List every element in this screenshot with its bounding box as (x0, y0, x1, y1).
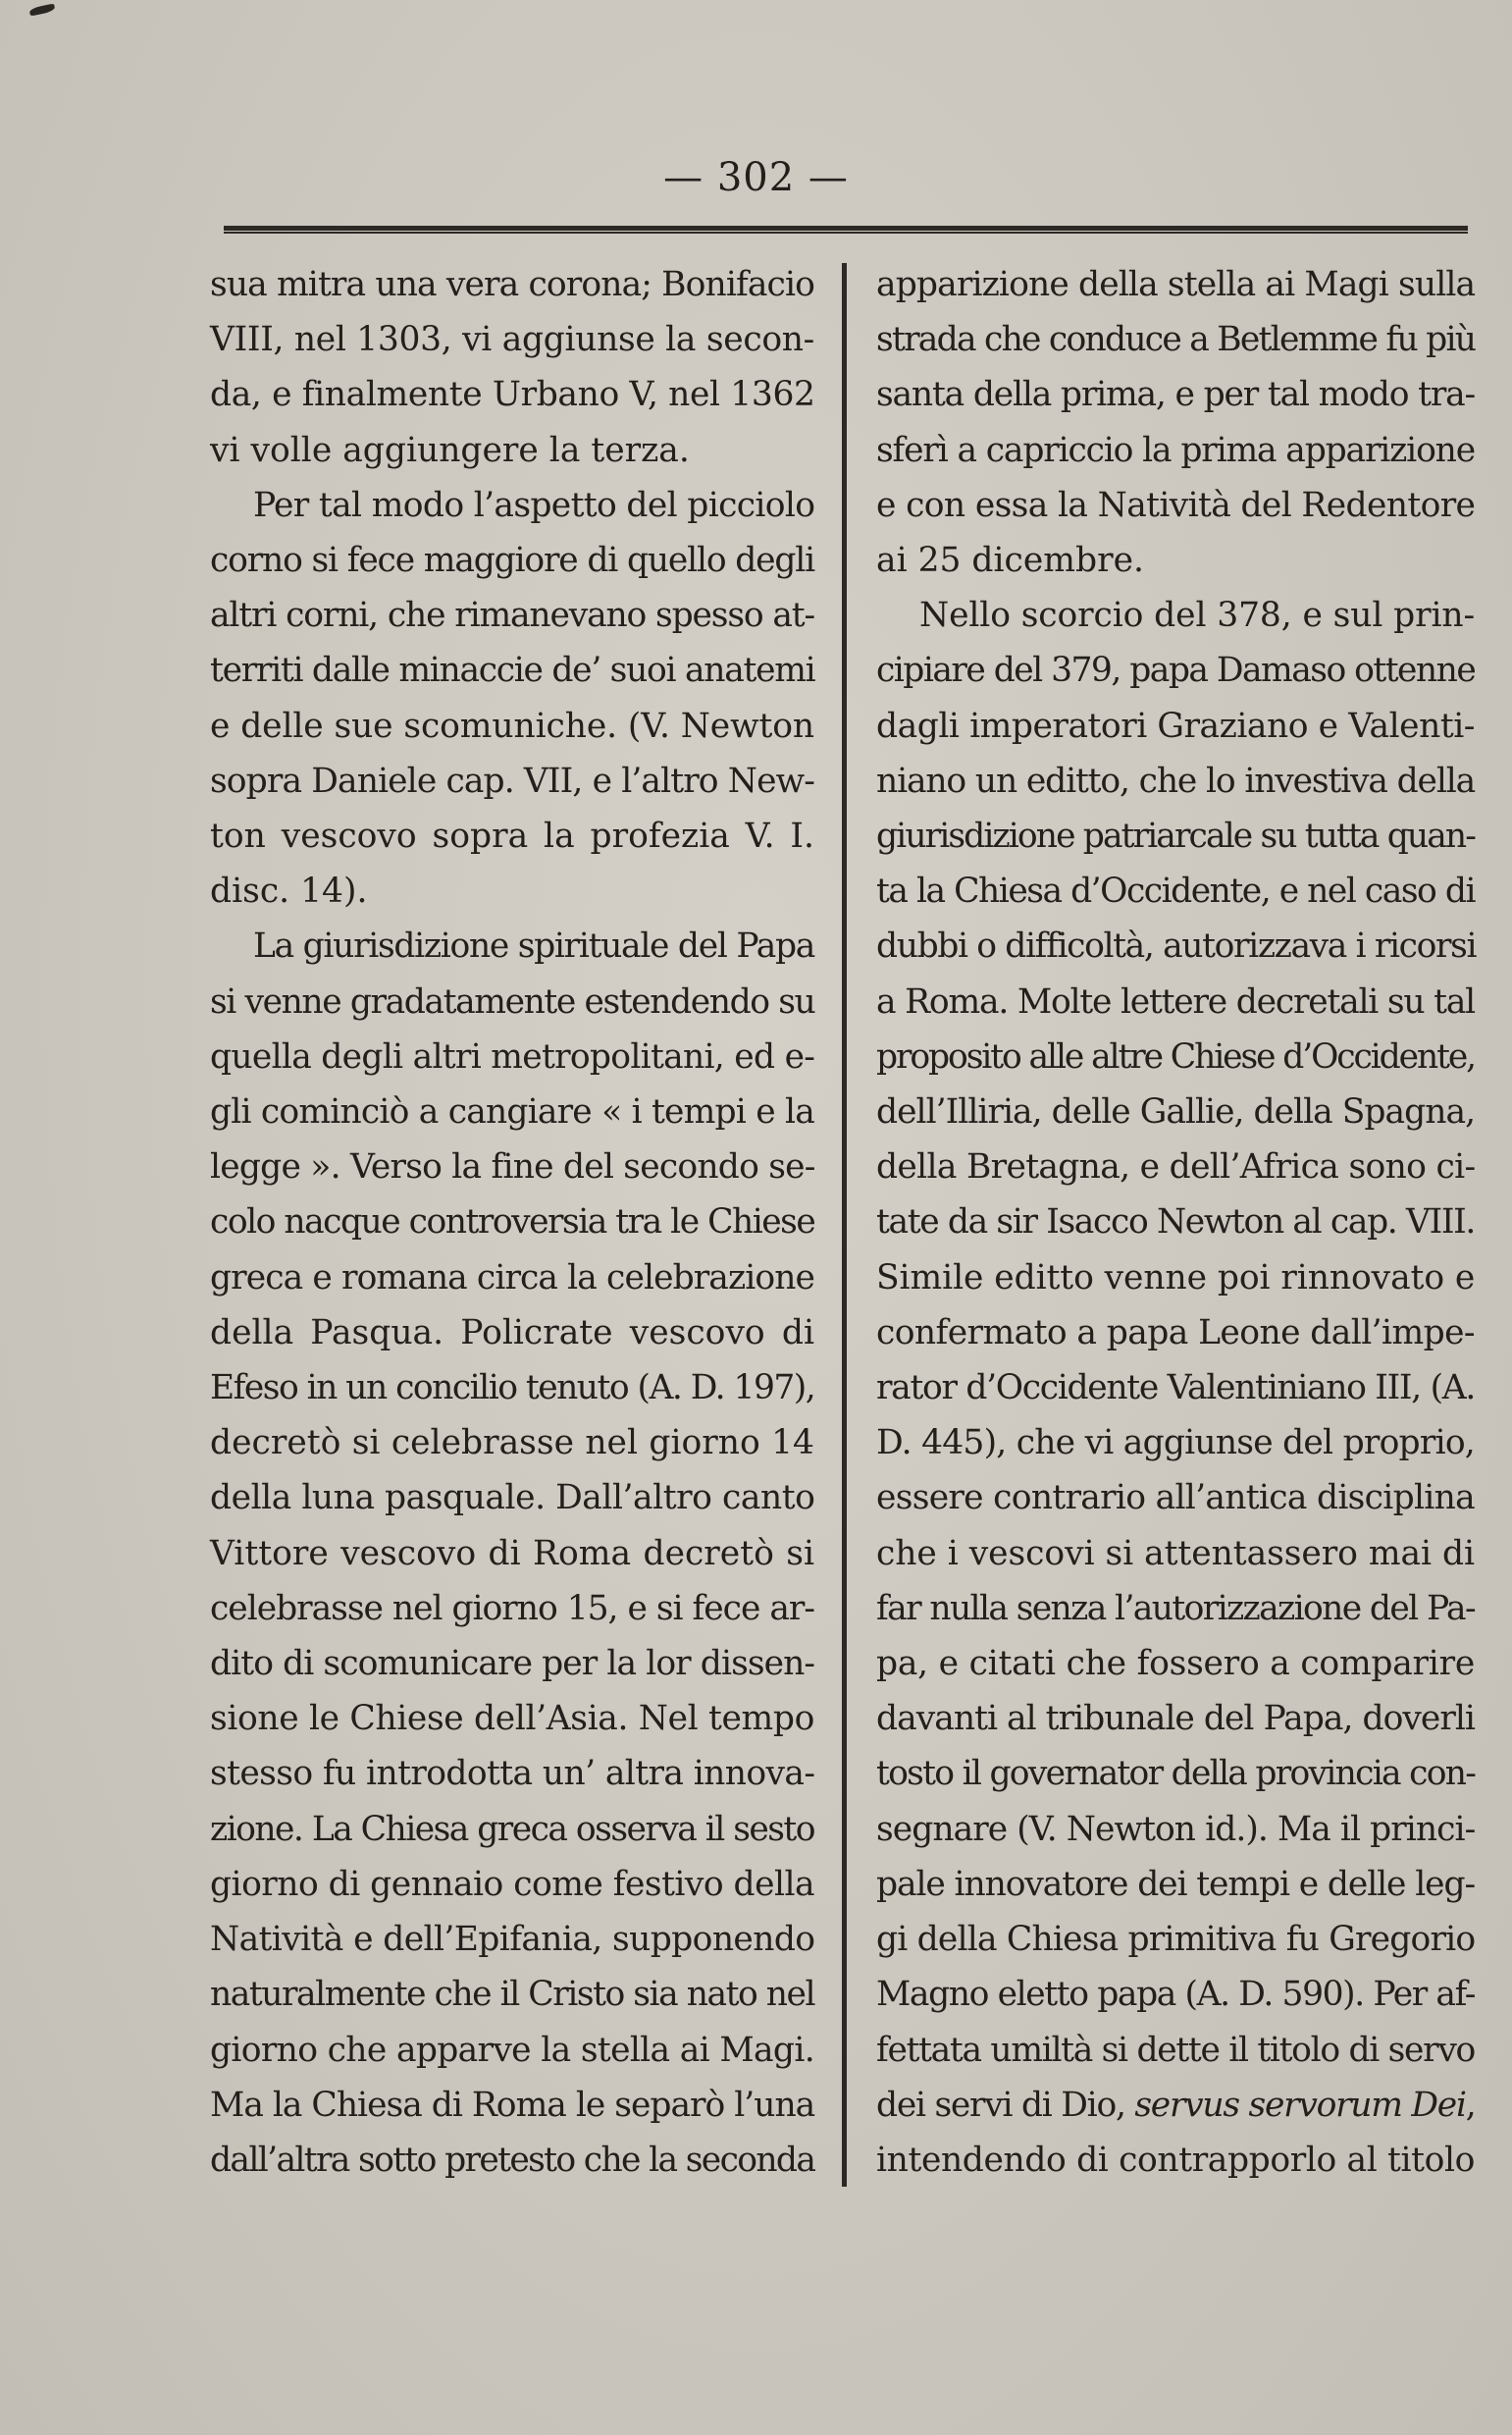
text-line: stesso fu introdotta un’ altra innova- (210, 1754, 815, 1794)
text-line: proposito alle altre Chiese d’Occidente, (876, 1036, 1476, 1077)
text-line: della luna pasquale. Dall’altro canto (210, 1478, 815, 1518)
text-line: a Roma. Molte lettere decretali su tal (876, 981, 1475, 1022)
text-line: Nello scorcio del 378, e sul prin- (919, 596, 1475, 636)
text-line: strada che conduce a Betlemme fu più (876, 320, 1476, 360)
text-line: La giurisdizione spirituale del Papa (253, 926, 814, 967)
text-line: territi dalle minaccie de’ suoi anatemi (210, 651, 815, 691)
latin-phrase: servus servorum Dei (1134, 2085, 1466, 2125)
text-line: essere contrario all’antica disciplina (876, 1478, 1475, 1518)
page-number: — 302 — (663, 155, 849, 200)
text-line: della Pasqua. Policrate vescovo di (210, 1312, 814, 1352)
right-column (876, 257, 1475, 2188)
text-line: che i vescovi si attentassero mai di (876, 1533, 1475, 1573)
text-line: niano un editto, che lo investiva della (876, 761, 1475, 801)
text-line: celebrasse nel giorno 15, e si fece ar- (210, 1588, 814, 1628)
text-line: dubbi o difficoltà, autorizzava i ricorsi (876, 926, 1477, 967)
text-line: D. 445), che vi aggiunse del proprio, (876, 1423, 1475, 1463)
column-divider (842, 263, 847, 2187)
text-line: greca e romana circa la celebrazione (210, 1257, 814, 1297)
text-line: decretò si celebrasse nel giorno 14 (210, 1423, 814, 1463)
text-line: colo nacque controversia tra le Chiese (210, 1202, 815, 1243)
text-line: fettata umiltà si dette il titolo di servo (876, 2030, 1475, 2070)
text-line: disc. 14). (210, 872, 368, 912)
text-line: Natività e dell’Epifania, supponendo (210, 1920, 815, 1960)
text-line: dell’Illiria, delle Gallie, della Spagna, (876, 1092, 1476, 1133)
text-line: Efeso in un concilio tenuto (A. D. 197), (210, 1368, 815, 1408)
text-line: confermato a papa Leone dall’impe- (876, 1312, 1475, 1352)
text-line: naturalmente che il Cristo sia nato nel (210, 1975, 815, 2015)
text-line: dagli imperatori Graziano e Valenti- (876, 706, 1475, 746)
text-line: cipiare del 379, papa Damaso ottenne (876, 651, 1476, 691)
text-line: tate da sir Isacco Newton al cap. VIII. (876, 1202, 1475, 1243)
text-line: quella degli altri metropolitani, ed e- (210, 1036, 815, 1077)
text-line: vi volle aggiungere la terza. (210, 430, 690, 470)
text-line: giurisdizione patriarcale su tutta quan- (876, 817, 1475, 857)
text-line: sua mitra una vera corona; Bonifacio (210, 265, 814, 304)
text-line: far nulla senza l’autorizzazione del Pa- (876, 1588, 1475, 1628)
text-line: corno si fece maggiore di quello degli (210, 541, 814, 581)
ink-blot (28, 3, 55, 16)
text-line: Vittore vescovo di Roma decretò si (210, 1533, 814, 1573)
text-line: sione le Chiese dell’Asia. Nel tempo (210, 1699, 814, 1739)
text-line: e con essa la Natività del Redentore (876, 485, 1476, 525)
text-line: pa, e citati che fossero a comparire (876, 1644, 1475, 1684)
text-line: si venne gradatamente estendendo su (210, 981, 815, 1022)
text-line: dito di scomunicare per la lor dissen- (210, 1644, 815, 1684)
text-line: legge ». Verso la fine del secondo se- (210, 1147, 815, 1188)
text-fragment: , (1465, 2085, 1476, 2125)
text-line: dall’altra sotto pretesto che la seconda (210, 2140, 815, 2180)
text-line: Per tal modo l’aspetto del picciolo (253, 485, 815, 525)
text-line: zione. La Chiesa greca osserva il sesto (210, 1809, 814, 1849)
text-line: VIII, nel 1303, vi aggiunse la secon- (210, 320, 814, 360)
text-line: gi della Chiesa primitiva fu Gregorio (876, 1920, 1476, 1960)
text-line: giorno di gennaio come festivo della (210, 1864, 815, 1904)
text-line: santa della prima, e per tal modo tra- (876, 375, 1475, 415)
text-line: sferì a capriccio la prima apparizione (876, 430, 1475, 470)
text-line: intendendo di contrapporlo al titolo (876, 2140, 1475, 2180)
left-column (210, 257, 814, 2188)
text-line: ai 25 dicembre. (876, 541, 1144, 581)
text-line: Ma la Chiesa di Roma le separò l’una (210, 2085, 815, 2125)
text-line (876, 2078, 1475, 2133)
text-line: della Bretagna, e dell’Africa sono ci- (876, 1147, 1476, 1188)
text-line: segnare (V. Newton id.). Ma il princi- (876, 1809, 1476, 1849)
text-line: pale innovatore dei tempi e delle leg- (876, 1864, 1475, 1904)
text-line: e delle sue scomuniche. (V. Newton (210, 706, 814, 746)
text-line: apparizione della stella ai Magi sulla (876, 265, 1476, 304)
text-line: gli cominciò a cangiare « i tempi e la (210, 1092, 814, 1133)
text-line: Magno eletto papa (A. D. 590). Per af- (876, 1975, 1475, 2015)
text-line: ta la Chiesa d’Occidente, e nel caso di (876, 872, 1475, 912)
text-line: giorno che apparve la stella ai Magi. (210, 2030, 814, 2070)
text-fragment: dei servi di Dio, (876, 2085, 1135, 2125)
text-line: sopra Daniele cap. VII, e l’altro New- (210, 761, 814, 801)
text-line: da, e finalmente Urbano V, nel 1362 (210, 375, 815, 415)
header-rule (224, 226, 1468, 234)
text-line: tosto il governator della provincia con- (876, 1754, 1476, 1794)
text-line: Simile editto venne poi rinnovato e (876, 1257, 1476, 1297)
text-line: rator d’Occidente Valentiniano III, (A. (876, 1368, 1475, 1408)
text-line: ton vescovo sopra la profezia V. I. (210, 817, 814, 857)
text-line: davanti al tribunale del Papa, doverli (876, 1699, 1475, 1739)
text-line: altri corni, che rimanevano spesso at- (210, 596, 814, 636)
